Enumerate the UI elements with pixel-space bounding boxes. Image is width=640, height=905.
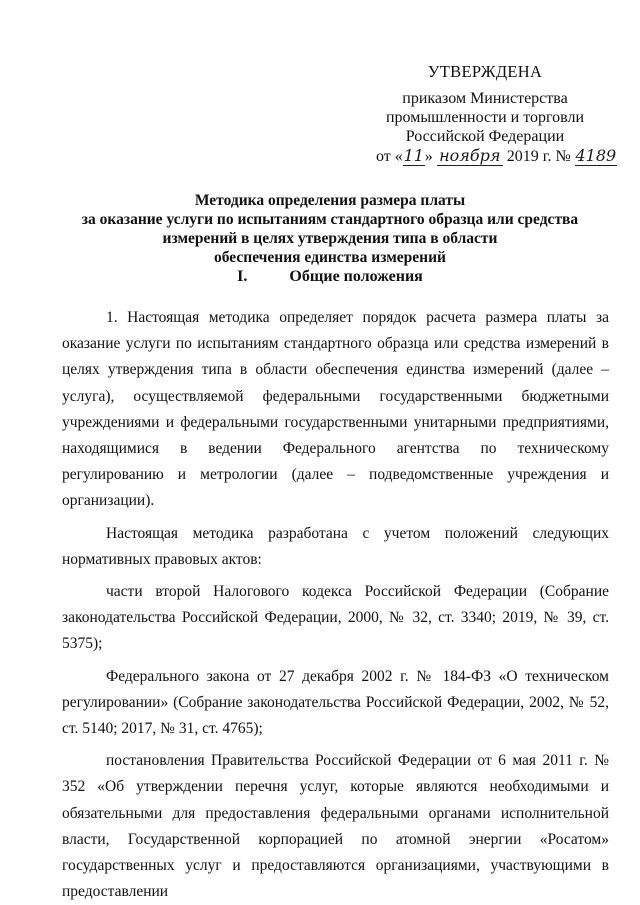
section-number: I.: [237, 268, 248, 285]
document-title: [60, 191, 600, 267]
handwritten-month: ноября: [437, 146, 503, 166]
section-title: Общие положения: [289, 268, 423, 285]
approval-line-1: приказом Министерства: [402, 90, 568, 107]
paragraph-4: Федерального закона от 27 декабря 2002 г. № 184-ФЗ «О техническом регулировании» (Собрание законодательства Российской Федерации, 2002, № 52, ст. 5140; 2017, № 31, ст. 4765);: [62, 667, 609, 738]
approval-line-2: промышленности и торговли: [385, 109, 585, 126]
date-year: 2019 г. №: [506, 148, 571, 165]
title-line-3: измерений в целях утверждения типа в области: [162, 230, 498, 247]
handwritten-order-number: 4189: [575, 146, 617, 165]
date-mid: »: [424, 148, 433, 165]
date-prefix: от «: [376, 148, 403, 165]
approval-line-3: Российской Федерации: [405, 128, 565, 145]
handwritten-day: 11: [403, 146, 424, 165]
paragraph-3: части второй Налогового кодекса Российской Федерации (Собрание законодательства Российской Федерации, 2000, № 32, ст. 3340; 2019, № 39, ст. 5375);: [62, 583, 609, 653]
paragraph-1: 1. Настоящая методика определяет порядок расчета размера платы за оказание услуги по испытаниям стандартного образца или средства измерений в целях утверждения типа в области обеспечения единства измерений (далее – услуга), осуществляемой федеральными государственными бюджетными учреждениями и федеральными государственными унитарными предприятиями, находящимися в ведении Федерального агентства по техническому регулированию и метрологии (далее – подведомственные учреждения и организации).: [62, 309, 609, 510]
title-line-4: обеспечения единства измерений: [214, 249, 446, 266]
approval-heading: УТВЕРЖДЕНА: [427, 62, 543, 81]
order-date-line: [360, 146, 617, 166]
title-line-1: Методика определения размера платы: [194, 192, 466, 209]
title-line-2: за оказание услуги по испытаниям стандартного образца или средства: [81, 211, 579, 228]
approval-block: [360, 62, 617, 166]
document-body: [62, 305, 609, 905]
paragraph-2: Настоящая методика разработана с учетом положений следующих нормативных правовых актов:: [62, 524, 609, 568]
section-heading: [60, 268, 600, 286]
paragraph-5: постановления Правительства Российской Федерации от 6 мая 2011 г. № 352 «Об утверждении перечня услуг, которые являются необходимыми и обязательными для предоставления федеральными органами исполнительной власти, Государственной корпорацией по атомной энергии «Росатом» государственных услуг и предоставляются организациями, участвующими в предоставлении: [62, 752, 609, 901]
